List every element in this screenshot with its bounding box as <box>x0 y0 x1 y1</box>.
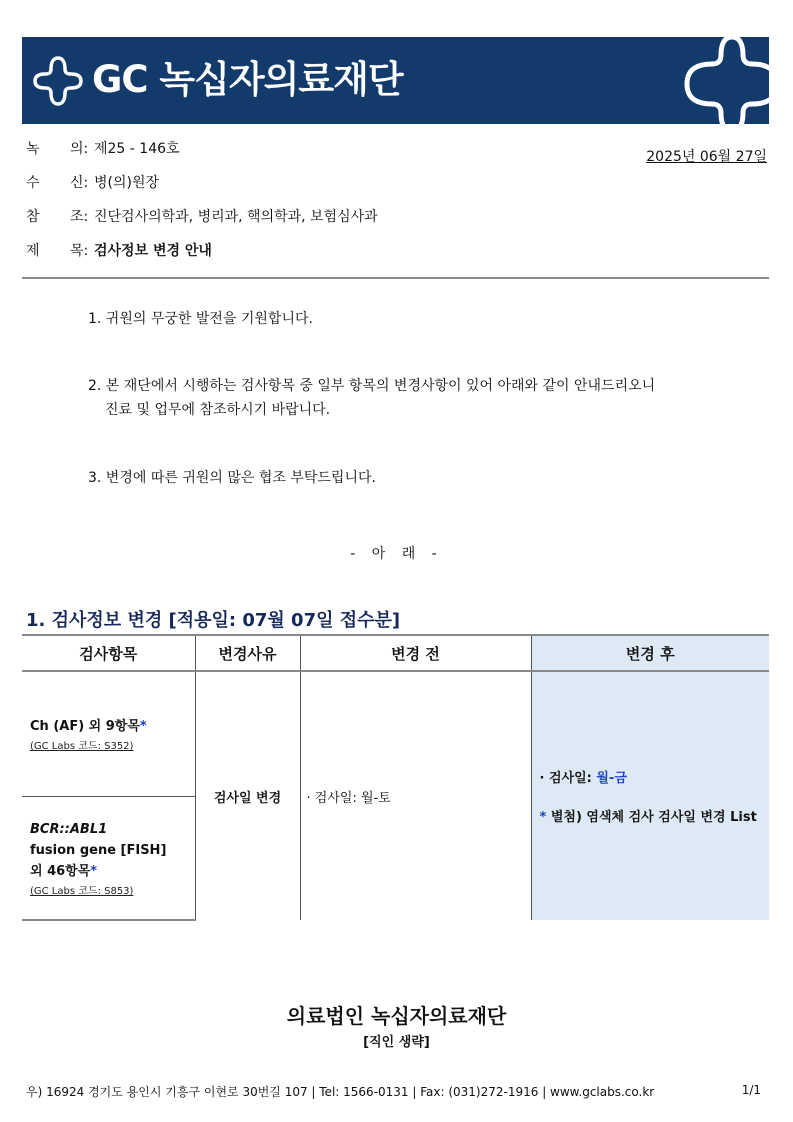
meta-value: 병(의)원장 <box>94 175 160 191</box>
footer-contact: 우) 16924 경기도 용인시 기흥구 이현로 30번길 107 | Tel: 1566-0131 | Fax: (031)272-1916 | www.gclabs.co.kr <box>26 1085 655 1099</box>
header-after: 변경 후 <box>531 635 769 671</box>
after-note: 별첨) 염색체 검사 검사일 변경 List <box>550 810 757 825</box>
change-table <box>22 634 769 921</box>
paragraph-3: 3. 변경에 따른 귀원의 많은 협조 부탁드립니다. <box>88 470 376 486</box>
organization-name: 의료법인 녹십자의료재단 <box>286 1004 507 1028</box>
page-number: 1/1 <box>741 1083 761 1097</box>
test-item-2-code: (GC Labs 코드: S853) <box>30 886 134 897</box>
meta-value: 제25 - 146호 <box>94 141 180 157</box>
star-mark: * <box>90 864 98 879</box>
meta-value: 진단검사의학과, 병리과, 핵의학과, 보험심사과 <box>94 209 378 225</box>
meta-key-2: 목: <box>70 243 89 259</box>
meta-key-2: 의: <box>70 141 89 157</box>
paragraph-2-line-2: 진료 및 업무에 참조하시기 바랍니다. <box>105 402 331 418</box>
brand-name: GC 녹십자의료재단 <box>92 58 403 101</box>
divider <box>22 277 769 279</box>
meta-key-2: 조: <box>70 209 89 225</box>
after-value: 월-금 <box>596 771 627 786</box>
header-reason: 변경사유 <box>195 635 300 671</box>
after-label: · 검사일: <box>539 771 592 786</box>
section-title: 1. 검사정보 변경 [적용일: 07월 07일 접수분] <box>26 610 401 631</box>
change-reason: 검사일 변경 <box>195 671 300 920</box>
header-before: 변경 전 <box>300 635 531 671</box>
test-item-2-line2: fusion gene [FISH] <box>30 843 167 858</box>
test-item-2-gene: BCR::ABL1 <box>30 822 108 837</box>
table-header-row <box>22 635 769 671</box>
star-mark: * <box>139 719 147 734</box>
meta-key-2: 신: <box>70 175 89 191</box>
test-item-2-line3: 외 46항목 <box>30 864 91 879</box>
paragraph-2-line-1: 2. 본 재단에서 시행하는 검사항목 중 일부 항목의 변경사항이 있어 아래와 같이 안내드리오니 <box>88 378 656 394</box>
header-banner <box>22 37 769 124</box>
paragraph-2 <box>88 374 655 422</box>
gc-cross-logo-icon <box>32 55 84 107</box>
below-marker: - 아 래 - <box>350 546 443 562</box>
table-row <box>22 671 769 797</box>
meta-key-1: 수 <box>26 175 40 191</box>
test-item-1-code: (GC Labs 코드: S352) <box>30 741 134 752</box>
decorative-cross-icon <box>677 37 769 124</box>
document-date: 2025년 06월 27일 <box>646 149 767 165</box>
star-mark: * <box>539 810 547 825</box>
seal-omitted: [직인 생략] <box>363 1035 430 1050</box>
test-item-1-name: Ch (AF) 외 9항목 <box>30 719 140 734</box>
before-value: · 검사일: 월-토 <box>300 671 531 920</box>
after-cell <box>531 671 769 920</box>
test-item-1 <box>22 671 195 797</box>
meta-key-1: 제 <box>26 243 40 259</box>
header-test-item: 검사항목 <box>22 635 195 671</box>
meta-key-1: 녹 <box>26 141 40 157</box>
meta-value: 검사정보 변경 안내 <box>94 243 212 259</box>
meta-key-1: 참 <box>26 209 40 225</box>
test-item-2 <box>22 797 195 921</box>
paragraph-1: 1. 귀원의 무궁한 발전을 기원합니다. <box>88 311 313 327</box>
